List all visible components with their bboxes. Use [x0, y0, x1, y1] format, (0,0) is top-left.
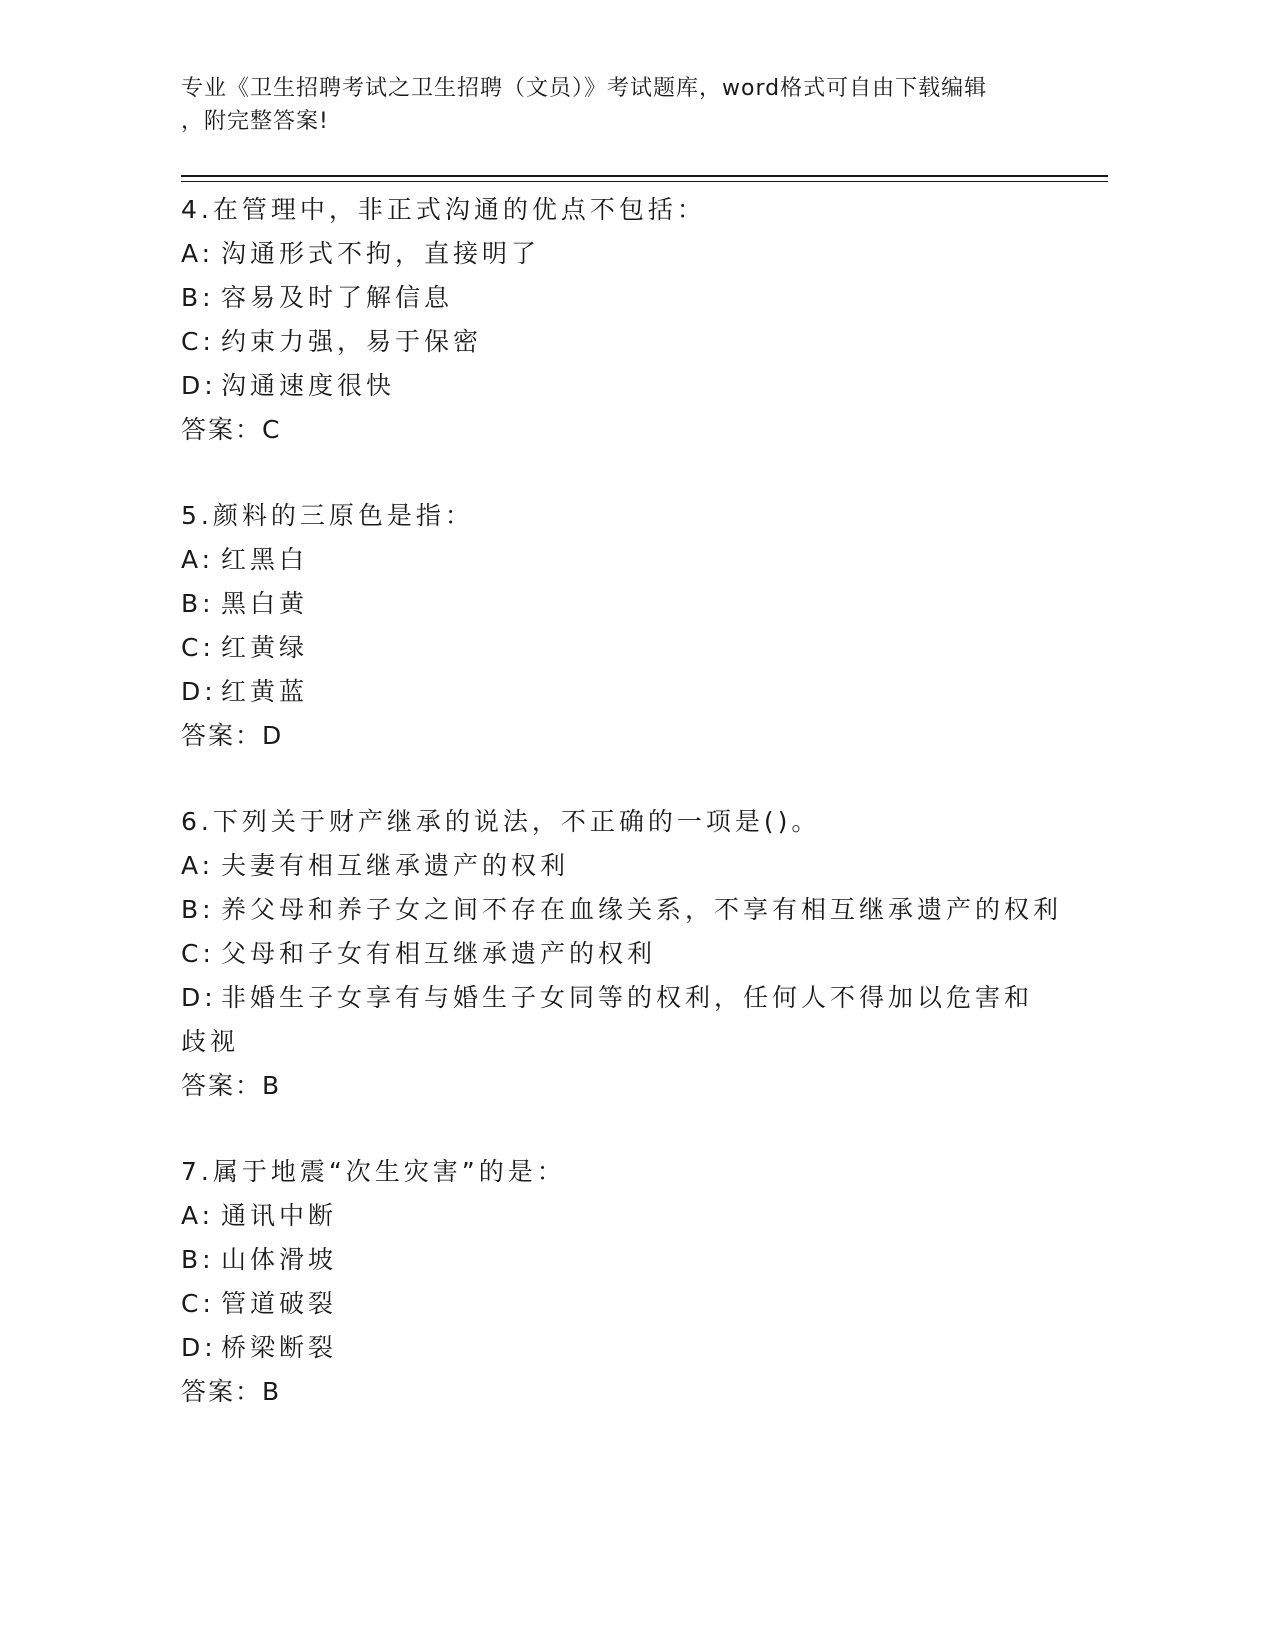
question-5 — [181, 494, 1061, 758]
document-header — [181, 72, 1041, 138]
option-label: A: — [181, 239, 215, 268]
option-text: 红黑白 — [221, 545, 309, 574]
question-stem: 4.在管理中，非正式沟通的优点不包括： — [181, 195, 706, 224]
option-d — [181, 670, 1061, 714]
header-title-line-1: 专业《卫生招聘考试之卫生招聘（文员）》考试题库，word格式可自由下载编辑 — [181, 76, 988, 101]
answer-line: 答案：B — [181, 1377, 282, 1406]
option-label: D: — [181, 677, 217, 706]
question-stem: 7.属于地震“次生灾害”的是： — [181, 1157, 566, 1186]
option-label: C: — [181, 327, 215, 356]
question-stem: 6.下列关于财产继承的说法，不正确的一项是()。 — [181, 807, 821, 836]
option-a — [181, 1194, 1061, 1238]
option-a — [181, 844, 1061, 888]
answer-line: 答案：B — [181, 1071, 282, 1100]
option-text: 通讯中断 — [221, 1201, 338, 1230]
option-label: A: — [181, 851, 215, 880]
option-b — [181, 276, 1061, 320]
option-c — [181, 320, 1061, 364]
option-label: B: — [181, 1245, 215, 1274]
option-text: 养父母和养子女之间不存在血缘关系，不享有相互继承遗产的权利 — [221, 895, 1063, 924]
option-c — [181, 626, 1061, 670]
option-label: A: — [181, 1201, 215, 1230]
option-b — [181, 888, 1061, 932]
option-text: 容易及时了解信息 — [221, 283, 454, 312]
option-b — [181, 582, 1061, 626]
option-a — [181, 538, 1061, 582]
question-4 — [181, 188, 1061, 452]
question-stem: 5.颜料的三原色是指： — [181, 501, 474, 530]
option-label: B: — [181, 283, 215, 312]
header-divider-top — [181, 175, 1108, 177]
option-label: C: — [181, 939, 215, 968]
option-text: 黑白黄 — [221, 589, 309, 618]
option-text: 约束力强，易于保密 — [221, 327, 483, 356]
option-label: D: — [181, 371, 217, 400]
option-text: 父母和子女有相互继承遗产的权利 — [221, 939, 657, 968]
option-d — [181, 976, 1041, 1064]
header-title-line-2: ，附完整答案! — [181, 109, 329, 134]
option-text: 山体滑坡 — [221, 1245, 338, 1274]
option-c — [181, 1282, 1061, 1326]
header-divider-bottom — [181, 181, 1108, 182]
option-d — [181, 364, 1061, 408]
option-label: A: — [181, 545, 215, 574]
option-text: 红黄蓝 — [221, 677, 309, 706]
answer-line: 答案：C — [181, 415, 282, 444]
option-label: D: — [181, 1333, 217, 1362]
option-text: 沟通形式不拘，直接明了 — [221, 239, 541, 268]
option-text: 红黄绿 — [221, 633, 309, 662]
option-label: B: — [181, 895, 215, 924]
option-text: 夫妻有相互继承遗产的权利 — [221, 851, 570, 880]
option-text: 管道破裂 — [221, 1289, 338, 1318]
option-b — [181, 1238, 1061, 1282]
answer-line: 答案：D — [181, 721, 284, 750]
option-c — [181, 932, 1061, 976]
option-text: 桥梁断裂 — [221, 1333, 338, 1362]
question-6 — [181, 800, 1061, 1108]
option-a — [181, 232, 1061, 276]
option-label: D: — [181, 983, 217, 1012]
option-label: C: — [181, 633, 215, 662]
question-list — [181, 188, 1061, 1456]
option-label: C: — [181, 1289, 215, 1318]
option-text: 非婚生子女享有与婚生子女同等的权利，任何人不得加以危害和歧视 — [181, 983, 1034, 1056]
option-d — [181, 1326, 1061, 1370]
option-label: B: — [181, 589, 215, 618]
option-text: 沟通速度很快 — [221, 371, 396, 400]
question-7 — [181, 1150, 1061, 1414]
